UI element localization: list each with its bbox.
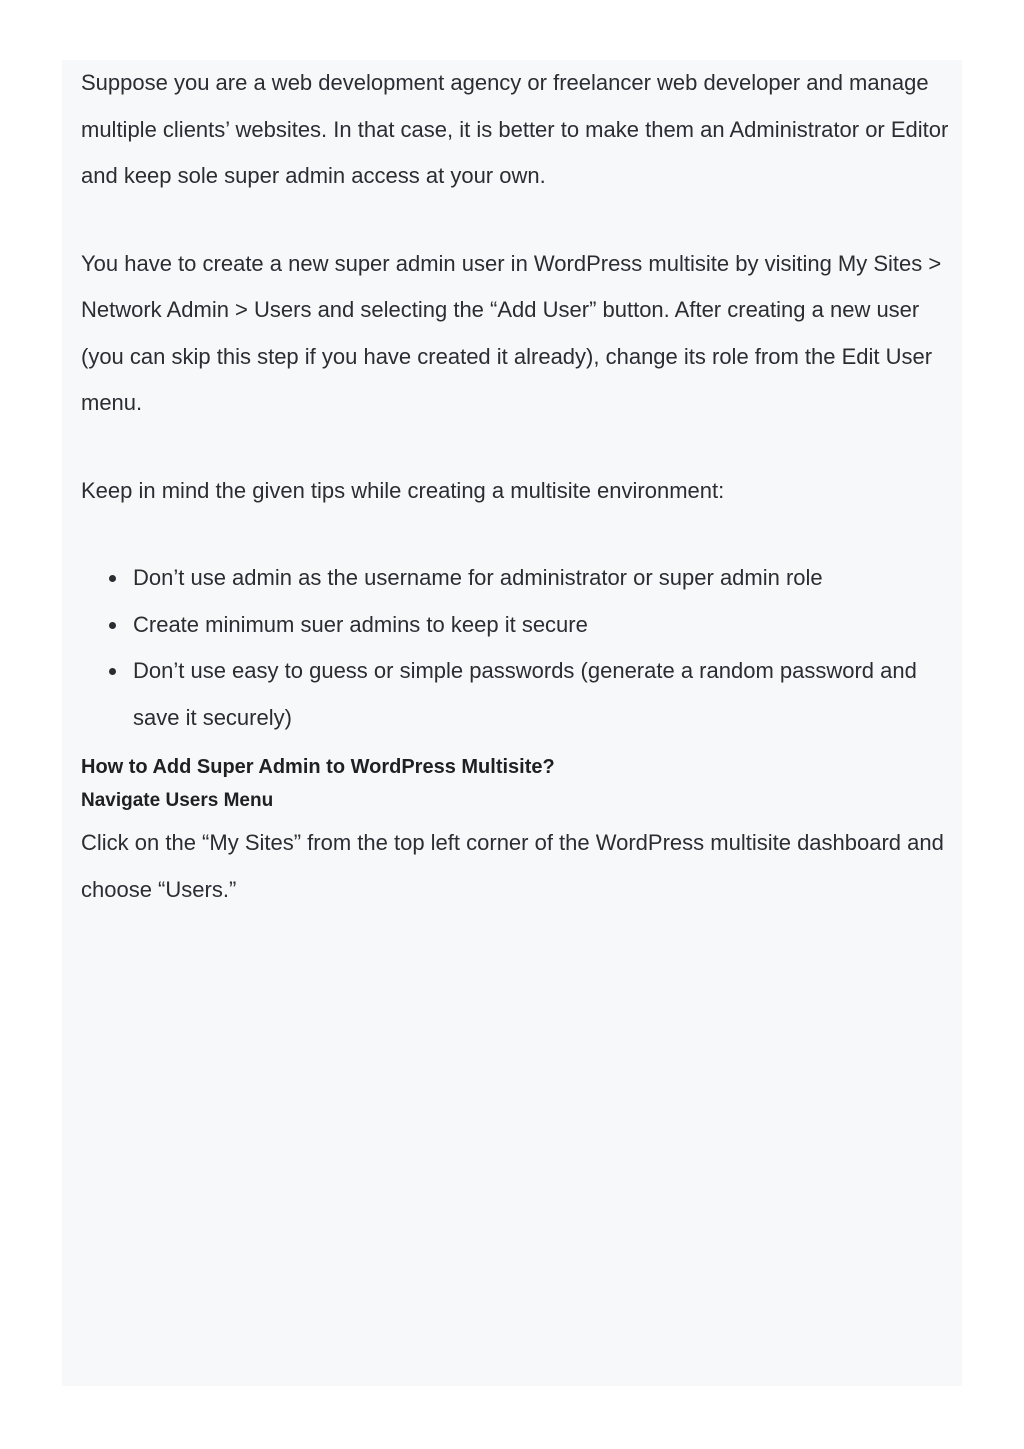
list-item-text: Don’t use easy to guess or simple passwords (generate a random password and save it securely)	[133, 658, 917, 730]
list-item	[133, 602, 951, 649]
bullet-icon	[109, 622, 116, 629]
list-item-text: Create minimum suer admins to keep it secure	[133, 611, 588, 637]
bullet-icon	[109, 668, 116, 675]
bullet-icon	[109, 575, 116, 582]
list-item	[133, 555, 951, 602]
tips-intro-paragraph: Keep in mind the given tips while creating a multisite environment:	[81, 477, 725, 503]
list-item-text: Don’t use admin as the username for administrator or super admin role	[133, 565, 823, 590]
step-paragraph: Click on the “My Sites” from the top left corner of the WordPress multisite dashboard and choose “Users.”	[81, 830, 944, 902]
intro-paragraph: Suppose you are a web development agency or freelancer web developer and manage multiple clients’ websites. In that case, it is better to make them an Administrator or Editor and keep sole super admin access at your own.	[81, 70, 949, 188]
tips-list	[81, 555, 951, 741]
article-content	[81, 60, 951, 913]
section-heading: How to Add Super Admin to WordPress Multisite?	[81, 756, 555, 778]
list-item	[133, 648, 951, 741]
instructions-paragraph: You have to create a new super admin user in WordPress multisite by visiting My Sites > Network Admin > Users and selecting the “Add User” button. After creating a new user (you can skip this step if you have created it already), change its role from the Edit User menu.	[81, 250, 942, 415]
subsection-heading: Navigate Users Menu	[81, 790, 274, 811]
